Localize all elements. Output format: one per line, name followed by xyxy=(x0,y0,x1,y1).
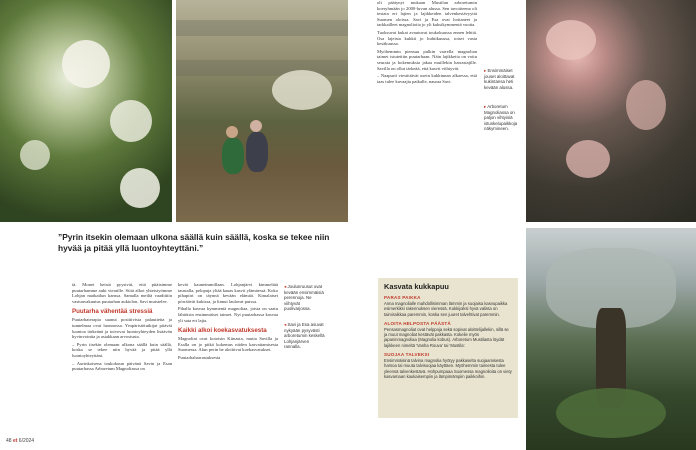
subheading: Puutarha vähentää stressiä xyxy=(72,308,153,316)
caption-arrow-icon: ▸ xyxy=(484,104,488,109)
text-column-1 xyxy=(72,282,172,374)
pull-quote: ”Pyrin itsekin olemaan ulkona säällä kuin säällä, koska se tekee niin hyvää ja pitää yllä luontoyhteyttäni.” xyxy=(58,232,330,253)
paragraph: Pihalla kasvaa kymmeniä magnoliaa, joista on saatu lähtöisin ensimmäiset taimet. Nyt puutarhassa kasvaa yli sata eri lajia. xyxy=(178,306,278,323)
photo-caption: ▸ Arboretum Magnoliassa on paljon vihtyisiä istuskelupaikkoja näkymineen. xyxy=(484,104,518,132)
tips-box xyxy=(378,278,518,418)
paragraph: – Pyrin itsekin olemaan ulkona säällä kuin säällä, koska se tekee niin hyvää ja pitää yllä luontoyhteyttäni. xyxy=(72,341,172,358)
caption-arrow-icon: ▸ xyxy=(484,68,488,73)
page-number: 48 xyxy=(6,438,12,444)
paragraph: Puutarhaterapia saanut positiivisia palautteita ja tunnelmaa ovat luonnossa. Ympäristötutkijat pitävät luontoa tärkeänä ja toivovat luontoyhteyden lisäävän hyvinvointia ja asiakkaan arvostusta. xyxy=(72,317,172,340)
caption-arrow-icon: ◂ xyxy=(284,322,288,327)
tip-heading: SUOJAA TALVEKSI xyxy=(384,352,430,358)
paragraph: – Naapurit viestittävät usein kukkinnan alkaessa, että taas tulee kuvaajia paikalle, nauraa Savi. xyxy=(377,73,477,84)
paragraph: – Aurinkoisena toukokuun päivänä Savin ja Esan puutarhassa Arboretum Magnoliassa on xyxy=(72,360,172,372)
photo-caption: ▸ Ensimmäiset jouset aloittavat kukintansa heti kevään alussa. xyxy=(484,68,515,90)
magazine-logo: et xyxy=(12,438,18,444)
magnolia-photo xyxy=(526,0,696,222)
tip-heading: ALOITA HELPOSTA PÄÄSTÄ xyxy=(384,320,451,326)
caption-arrow-icon: ◂ xyxy=(284,284,288,289)
paragraph: Myöhemmin piensuu pulkin varrella magnolian taimet istutettiin puutarhaan. Näin lajikkeita on voitu seurata ja kokemuksia jakaa muillekin harrastajille. Savilla on ollut tärkeää, että kasvit viihtyvät. xyxy=(377,48,477,71)
tip-text: Pensasmagnoliat ovat helppoja sekä sopivat aloittelijallekin, sillä se ja muut magnoliat kestävät pakkasta. Kokeile myös japaninmagnoliaa (Magnolia kobus). Arboretum Mustilasta löydät lajikkeen nimeltä 'Vanha Rouva' tai 'Mustila'. xyxy=(384,326,509,348)
paragraph: kevät kauneimmillaan. Lohjanjärvi kimmeltää taustalla, pelopuja yltää kauas kasvit ylämäessä. Koko pihapiiri on täynnä kevään elämää. Kimalaiset pörräävät kukissa, ja linnut laulavat puissa. xyxy=(178,282,278,304)
paragraph: Magnoliat ovat kotoisin Kiinasta, mutta Savilla ja Esalla on jo pitkä kokemus niiden kasvattamisesta Suomessa. Alun perin he aloittivat koekasvatukset. xyxy=(178,336,278,353)
photo-caption: ◂ Joulunruusut ovat kevään ensimmäisiä perennoja. Ne viihtyvät puolivarjossa. xyxy=(284,284,324,312)
paragraph: Tuoksuvat kukat avautuvat toukokuussa ennen lehtiä. Osa lajeista kukkii jo huhtikuussa, toiset vasta kesäkuussa. xyxy=(377,29,477,47)
tips-box-title: Kasvata kukkapuu xyxy=(384,282,449,291)
paragraph: Puutarhaharrastuksesta xyxy=(178,354,221,360)
text-column-2 xyxy=(178,282,278,363)
garden-photo xyxy=(526,228,696,450)
page-folio xyxy=(6,438,34,444)
paragraph: tä. Monet heistä pyysivät, että pitäisimme puutarhamme auki vieraille. Siitä alkoi yhteistyömme Lohjan matkailun kanssa. Samalla meiltä vaadittiin vastuuvakuutus puutarhan aukiolon, Savi muistelee. xyxy=(72,282,172,304)
text-column-3 xyxy=(377,0,477,86)
tip-text: Anna magnolialle mahdollisimman lämmin ja suojaisa kasvupaikka esimerkiksi rakennuksen vieressä. Kukkijoiksi hyvä valinta on taimiraikkaa paremmin, koska sen juuret talvehtivat paremmin. xyxy=(384,301,508,317)
hellebore-photo xyxy=(0,0,172,222)
couple-photo xyxy=(176,0,348,222)
paragraph: oli päätynyt mukaan Mustilan arboretumin koeryhmään jo 2000-luvun alussa. Sen tavoitteena oli testata eri lajien ja lajikkeiden talvenkestävyyttä Suomen oloissa. Savi ja Esa ovat hoitaneet ja tarkkailleet magnolioita jo yli kaksikymmentä vuotta. xyxy=(377,0,477,28)
issue-number: 6/2024 xyxy=(18,438,35,444)
photo-caption: ◂ Savi ja Esa asuvat nykyään pysyvästi arboretumin keskellä Lohjanjärven rannalla. xyxy=(284,322,325,350)
subheading: Kaikki alkoi koekasvatuksesta xyxy=(178,327,267,335)
tip-heading: PARAS PAIKKA xyxy=(384,295,421,300)
tip-text: Ensimmäisinä talvina magnolia hyötyy pakkaselta suojaamisesta harsoa tai muuta talvisuojaa käyttäen. Myöhemmin taimesta tulee yleensä talvenkestävä. Hohpumpaaa Suomessa magnolioita on viety kasvamaan kaukaisempiin ja lämpimämpiin paikkoihin. xyxy=(384,358,512,379)
